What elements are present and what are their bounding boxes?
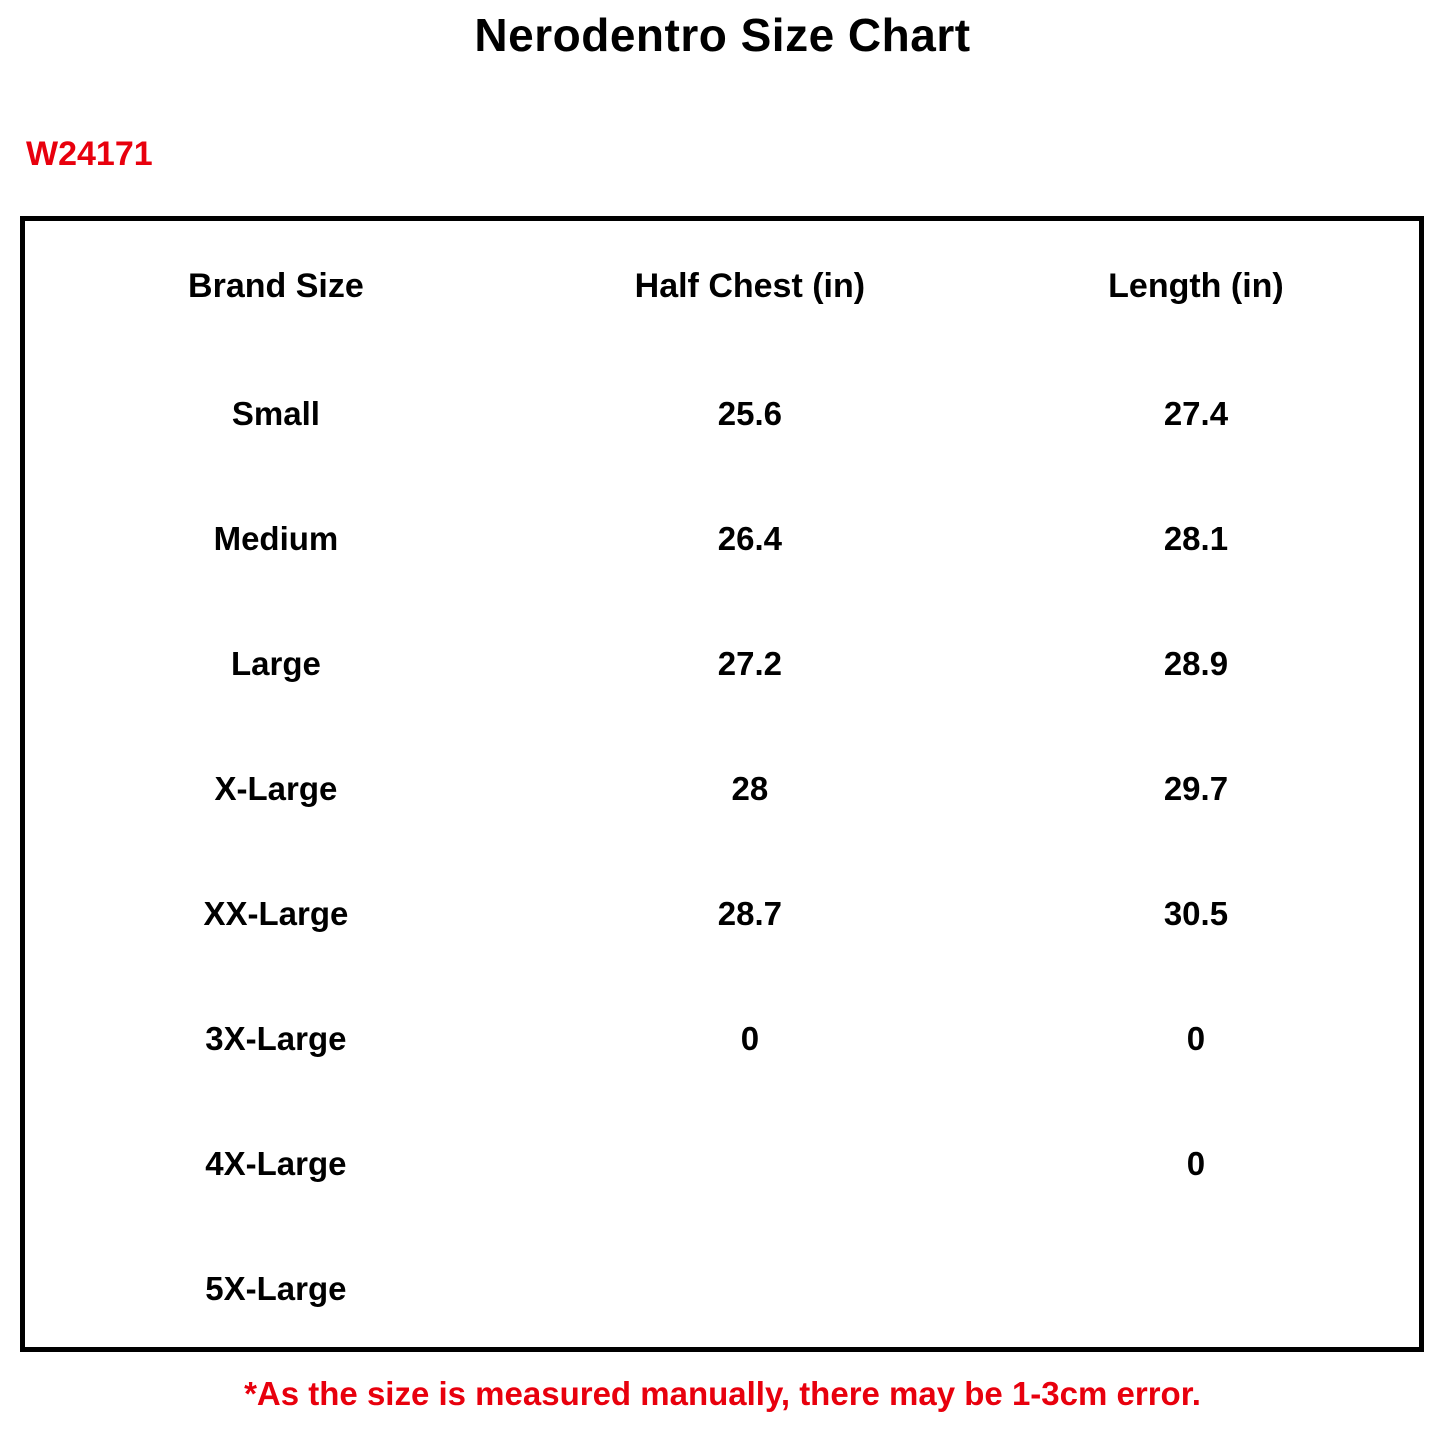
- cell-length: [973, 1226, 1419, 1351]
- cell-brand-size: Small: [231, 394, 320, 432]
- cell-brand-size: 4X-Large: [205, 1144, 347, 1182]
- cell-half-chest: 27.2: [717, 644, 782, 682]
- cell-length: 30.5: [1163, 894, 1229, 932]
- cell-half-chest: 28: [731, 769, 769, 807]
- cell-length: 29.7: [1163, 769, 1229, 807]
- cell-length: 28.9: [1163, 644, 1229, 682]
- cell-brand-size: Medium: [213, 519, 339, 557]
- cell-length: 28.1: [1163, 519, 1229, 557]
- cell-half-chest: 0: [740, 1019, 760, 1057]
- size-table: [25, 221, 1419, 1351]
- page-title: Nerodentro Size Chart: [474, 9, 971, 61]
- cell-brand-size: 5X-Large: [205, 1269, 347, 1307]
- cell-brand-size: X-Large: [214, 769, 338, 807]
- cell-half-chest: 28.7: [717, 894, 782, 932]
- cell-half-chest: 25.6: [717, 394, 782, 432]
- table-header-row: [25, 221, 1419, 351]
- table-row: [25, 976, 1419, 1101]
- table-row: [25, 1101, 1419, 1226]
- cell-length: 27.4: [1163, 394, 1229, 432]
- size-table-container: [20, 216, 1424, 1352]
- cell-brand-size: 3X-Large: [205, 1019, 347, 1057]
- table-row: [25, 726, 1419, 851]
- table-body: [25, 351, 1419, 1351]
- column-header-length: Length (in): [1108, 266, 1284, 305]
- table-row: [25, 1226, 1419, 1351]
- table-header: [25, 221, 1419, 351]
- table-row: [25, 851, 1419, 976]
- cell-half-chest: [527, 1101, 973, 1226]
- measurement-disclaimer: *As the size is measured manually, there may be 1-3cm error.: [244, 1375, 1201, 1412]
- cell-length: 0: [1186, 1144, 1206, 1182]
- table-row: [25, 351, 1419, 476]
- sku-code: W24171: [26, 135, 153, 174]
- cell-length: 0: [1186, 1019, 1206, 1057]
- column-header-brand-size: Brand Size: [188, 266, 364, 305]
- cell-brand-size: Large: [230, 644, 321, 682]
- cell-brand-size: XX-Large: [203, 894, 349, 932]
- cell-half-chest: 26.4: [717, 519, 782, 557]
- cell-half-chest: [527, 1226, 973, 1351]
- column-header-half-chest: Half Chest (in): [634, 266, 866, 305]
- table-row: [25, 476, 1419, 601]
- table-row: [25, 601, 1419, 726]
